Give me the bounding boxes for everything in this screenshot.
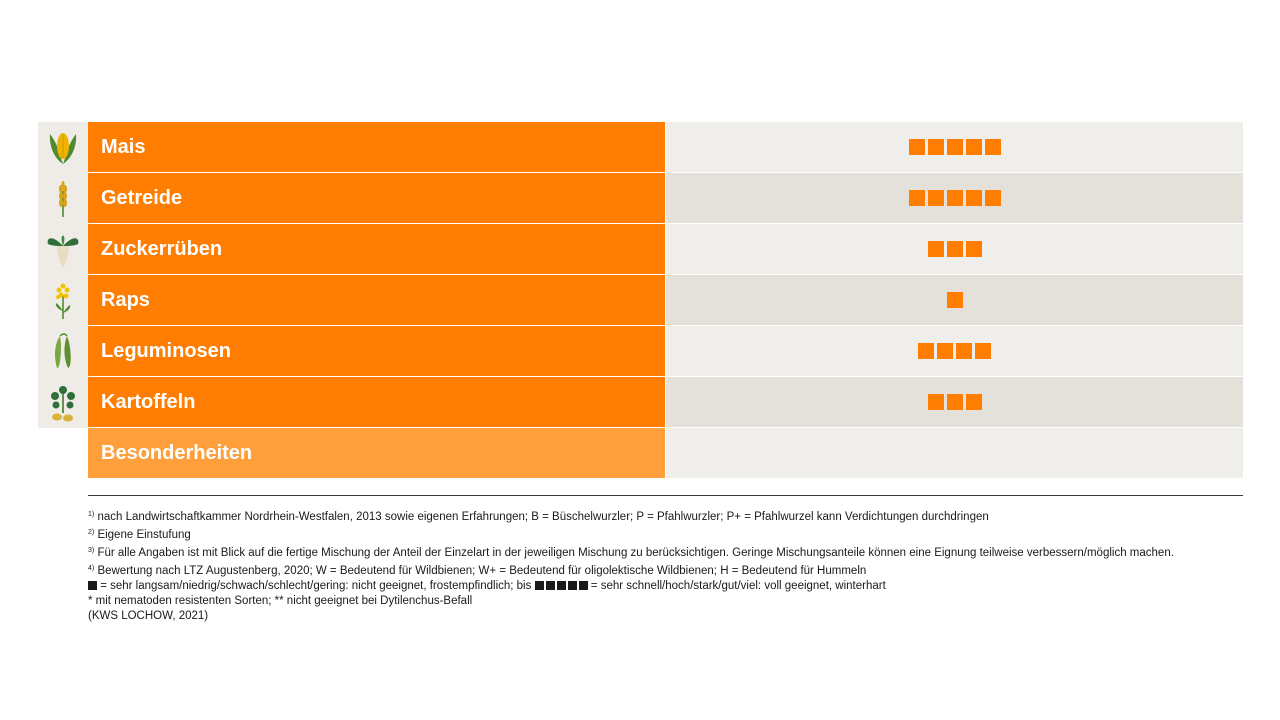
table-row bbox=[38, 275, 1243, 326]
footnote-divider bbox=[88, 495, 1243, 496]
wheat-icon bbox=[38, 173, 88, 224]
rating-squares bbox=[947, 292, 963, 308]
footnote-4 bbox=[88, 561, 1248, 579]
rating-square bbox=[928, 394, 944, 410]
rating-square bbox=[966, 241, 982, 257]
footnote-2 bbox=[88, 525, 1248, 543]
rating-cell bbox=[666, 173, 1243, 223]
scale-low-text: = sehr langsam/niedrig/schwach/schlecht/gering: nicht geeignet, frostempfindlich; bis bbox=[100, 580, 532, 592]
rating-cell bbox=[666, 122, 1243, 172]
row-label: Mais bbox=[88, 122, 665, 172]
rapeseed-icon bbox=[38, 275, 88, 326]
scale-legend bbox=[88, 579, 1248, 594]
source-note: (KWS LOCHOW, 2021) bbox=[88, 610, 209, 622]
scale-high-text: = sehr schnell/hoch/stark/gut/viel: voll geeignet, winterhart bbox=[590, 580, 886, 592]
rating-square bbox=[947, 139, 963, 155]
table-row bbox=[38, 122, 1243, 173]
rating-square bbox=[947, 241, 963, 257]
footnotes bbox=[88, 507, 1248, 624]
table-row-special bbox=[38, 428, 1243, 479]
rating-square bbox=[985, 139, 1001, 155]
rating-square bbox=[937, 343, 953, 359]
rating-squares bbox=[928, 394, 982, 410]
corn-icon bbox=[38, 122, 88, 173]
sugar-beet-icon bbox=[38, 224, 88, 275]
footnote-marker: 3) bbox=[88, 547, 95, 554]
table-row bbox=[38, 224, 1243, 275]
footnote-marker: 1) bbox=[88, 511, 95, 518]
table-row bbox=[38, 326, 1243, 377]
row-label: Besonderheiten bbox=[88, 428, 665, 478]
row-label: Getreide bbox=[88, 173, 665, 223]
rating-cell bbox=[666, 377, 1243, 427]
rating-cell bbox=[666, 326, 1243, 376]
potato-plant-icon bbox=[38, 377, 88, 428]
rating-cell bbox=[666, 428, 1243, 478]
rating-squares bbox=[928, 241, 982, 257]
rating-square bbox=[956, 343, 972, 359]
footnote-3 bbox=[88, 543, 1248, 561]
footnote-text: Für alle Angaben ist mit Blick auf die fertige Mischung der Anteil der Einzelart in der jeweiligen Mischung zu berücksichtigen. Geringe Mischungsanteile können eine Eignung teilweise verbessern/möglich machen. bbox=[97, 547, 1174, 559]
rating-square bbox=[918, 343, 934, 359]
rating-square bbox=[928, 190, 944, 206]
row-label: Kartoffeln bbox=[88, 377, 665, 427]
rating-square bbox=[966, 394, 982, 410]
row-label: Leguminosen bbox=[88, 326, 665, 376]
footnote-1 bbox=[88, 507, 1248, 525]
table-row bbox=[38, 173, 1243, 224]
row-label: Zuckerrüben bbox=[88, 224, 665, 274]
footnote-text: Eigene Einstufung bbox=[97, 529, 191, 541]
rating-square bbox=[985, 190, 1001, 206]
rating-square bbox=[966, 139, 982, 155]
scale-five-squares-icon bbox=[535, 581, 588, 590]
footnote-text: Bewertung nach LTZ Augustenberg, 2020; W = Bedeutend für Wildbienen; W+ = Bedeutend für oligolektische Wildbienen; H = Bedeutend für Hummeln bbox=[97, 565, 867, 577]
rating-square bbox=[966, 190, 982, 206]
rating-square bbox=[975, 343, 991, 359]
rating-squares bbox=[909, 190, 1001, 206]
legume-pod-icon bbox=[38, 326, 88, 377]
footnote-marker: 4) bbox=[88, 565, 95, 572]
rating-cell bbox=[666, 275, 1243, 325]
crop-rating-table bbox=[38, 122, 1243, 479]
rating-square bbox=[928, 139, 944, 155]
footnote-text: nach Landwirtschaftkammer Nordrhein-Westfalen, 2013 sowie eigenen Erfahrungen; B = Büschelwurzler; P = Pfahlwurzler; P+ = Pfahlwurzel kann Verdichtungen durchdringen bbox=[97, 511, 989, 523]
rating-cell bbox=[666, 224, 1243, 274]
rating-squares bbox=[909, 139, 1001, 155]
rating-square bbox=[909, 139, 925, 155]
row-label: Raps bbox=[88, 275, 665, 325]
footnote-marker: 2) bbox=[88, 529, 95, 536]
rating-square bbox=[909, 190, 925, 206]
table-body bbox=[38, 122, 1243, 428]
scale-one-square-icon bbox=[88, 581, 97, 590]
rating-squares bbox=[918, 343, 991, 359]
table-row bbox=[38, 377, 1243, 428]
rating-square bbox=[947, 394, 963, 410]
asterisk-note: * mit nematoden resistenten Sorten; ** nicht geeignet bei Dytilenchus-Befall bbox=[88, 595, 473, 607]
rating-square bbox=[928, 241, 944, 257]
rating-square bbox=[947, 190, 963, 206]
rating-square bbox=[947, 292, 963, 308]
